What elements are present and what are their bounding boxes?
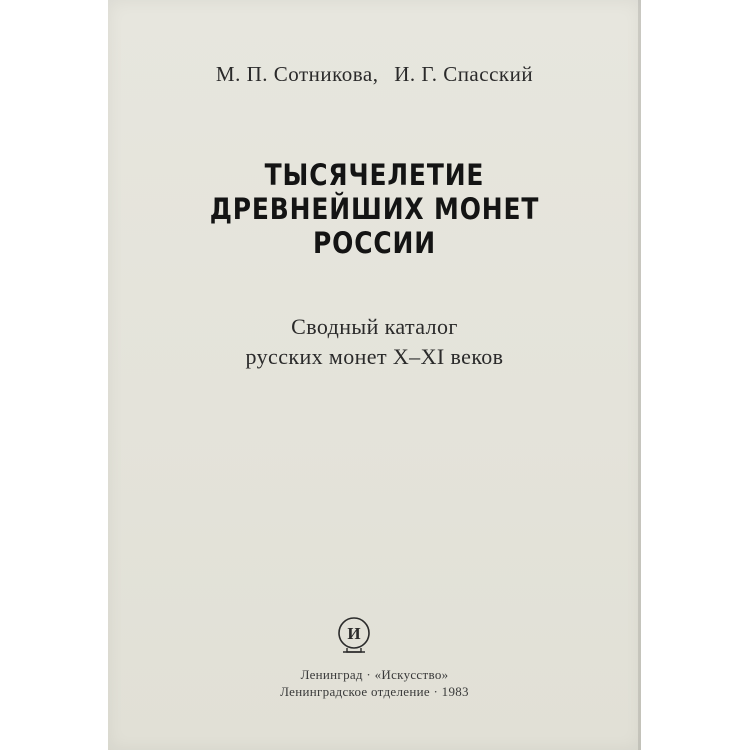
- author-name: М. П. Сотникова,: [215, 62, 379, 86]
- title-page: [108, 0, 641, 750]
- publisher-imprint: [108, 666, 641, 700]
- subtitle-line: русских монет X–XI веков: [245, 344, 504, 369]
- book-subtitle: [108, 312, 641, 372]
- title-line: РОССИИ: [312, 226, 436, 260]
- subtitle-line: Сводный каталог: [291, 314, 458, 339]
- author-name: И. Г. Спасский: [394, 62, 534, 86]
- authors: [108, 62, 641, 87]
- title-line: ТЫСЯЧЕЛЕТИЕ: [264, 158, 485, 192]
- publisher-logo-icon: [332, 612, 376, 656]
- imprint-line: Ленинград · «Искусство»: [300, 667, 449, 682]
- title-line: ДРЕВНЕЙШИХ МОНЕТ: [209, 192, 540, 226]
- book-title: [145, 158, 603, 260]
- logo-letter: И: [347, 624, 361, 643]
- imprint-line: Ленинградское отделение · 1983: [280, 684, 469, 699]
